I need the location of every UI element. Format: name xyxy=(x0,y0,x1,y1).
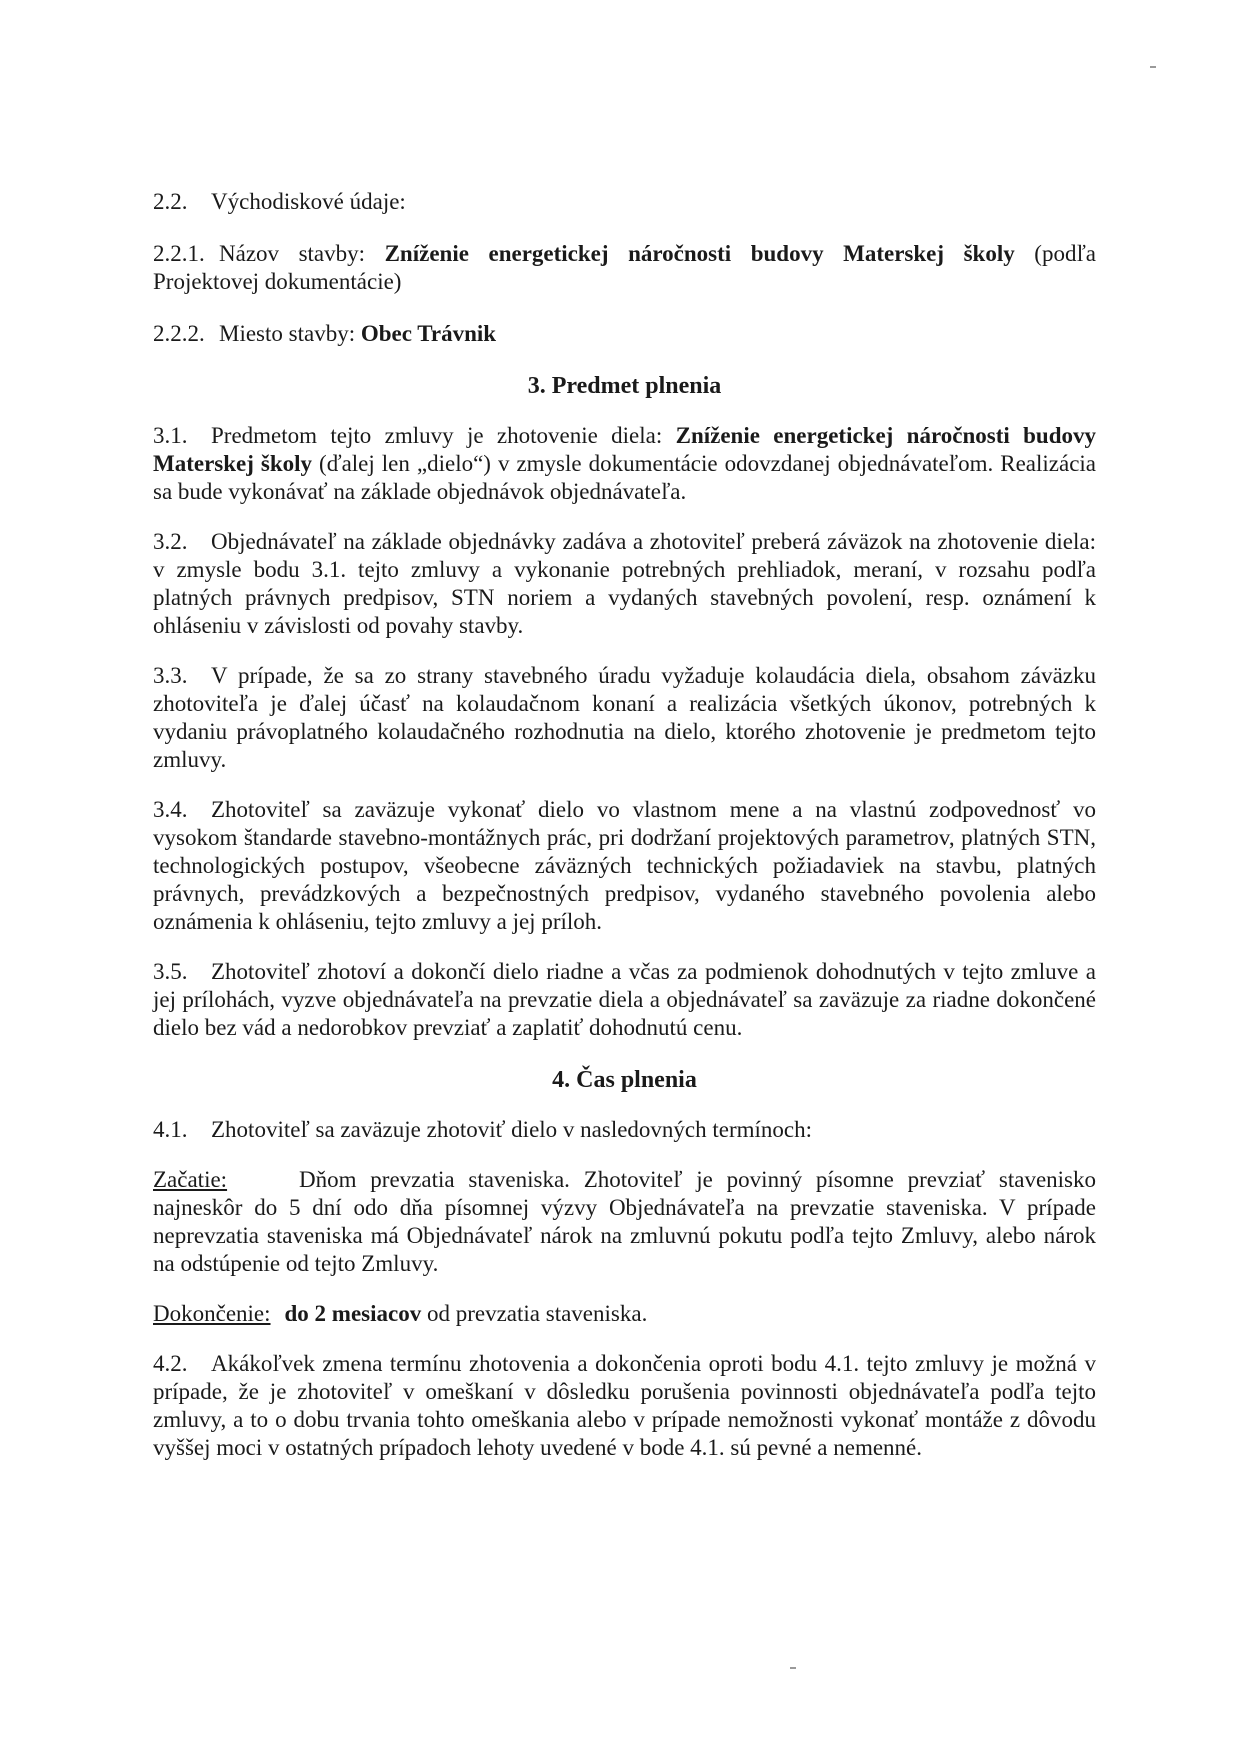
clause-prefix: Miesto stavby: xyxy=(219,321,361,346)
clause-2-2-1 xyxy=(153,240,1096,296)
building-location: Obec Trávnik xyxy=(360,321,497,346)
clause-number: 3.3. xyxy=(153,663,188,688)
clause-number: 2.2.2. xyxy=(153,321,205,346)
start-text: Dňom prevzatia staveniska. Zhotoviteľ je povinný písomne prevziať stavenisko najneskôr do 5 dní odo dňa písomnej výzvy Objednávateľa na prevzatie staveniska. V prípade neprevzatia staveniska má Objednávateľ nárok na zmluvnú pokutu podľa tejto Zmluvy, alebo nárok na odstúpenie od tejto Zmluvy. xyxy=(153,1167,1096,1276)
finish-duration: do 2 mesiacov xyxy=(284,1301,422,1326)
building-name: Zníženie energetickej náročnosti budovy Materskej školy xyxy=(384,241,1015,266)
clause-3-2 xyxy=(153,528,1096,640)
work-name: Zníženie energetickej náročnosti budovy Materskej školy xyxy=(153,423,1096,476)
scan-mark-top-right xyxy=(1150,66,1156,68)
clause-suffix: (ďalej len „dielo“) v zmysle dokumentácie odovzdanej objednávateľom. Realizácia sa bude vykonávať na základe objednávok objednávateľa. xyxy=(153,451,1097,504)
clause-4-2 xyxy=(153,1350,1096,1462)
clause-text: Zhotoviteľ zhotoví a dokončí dielo riadne a včas za podmienok dohodnutých v tejto zmluve a jej prílohách, vyzve objednávateľa na prevzatie diela a objednávateľ sa zaväzuje za riadne dokončené dielo bez vád a nedorobkov prevziať a zaplatiť dohodnutú cenu. xyxy=(153,959,1096,1040)
finish-label: Dokončenie: xyxy=(153,1301,271,1326)
clause-text: Zhotoviteľ sa zaväzuje vykonať dielo vo vlastnom mene a na vlastnú zodpovednosť vo vysokom štandarde stavebno-montážnych prác, pri dodržaní projektových parametrov, platných STN, technologických postupov, všeobecne záväzných technických požiadaviek na stavbu, platných právnych, prevádzkových a bezpečnostných predpisov, vydaného stavebného povolenia alebo oznámenia k ohláseniu, tejto zmluvy a jej príloh. xyxy=(153,797,1096,934)
start-term xyxy=(153,1166,1096,1278)
clause-text: Objednávateľ na základe objednávky zadáva a zhotoviteľ preberá záväzok na zhotovenie diela: v zmysle bodu 3.1. tejto zmluvy a vykonanie potrebných prehliadok, meraní, v rozsahu podľa platných právnych predpisov, STN noriem a vydaných stavebných povolení, resp. oznámení k ohláseniu v závislosti od povahy stavby. xyxy=(153,529,1096,638)
clause-2-2-2 xyxy=(153,320,1096,348)
clause-suffix: (podľa Projektovej dokumentácie) xyxy=(153,241,1097,294)
clause-prefix: Názov stavby: xyxy=(219,241,385,266)
clause-number: 4.2. xyxy=(153,1351,188,1376)
section-heading-3: 3. Predmet plnenia xyxy=(527,373,722,399)
clause-number: 3.1. xyxy=(153,423,188,448)
finish-text: od prevzatia staveniska. xyxy=(421,1301,648,1326)
clause-number: 4.1. xyxy=(153,1117,188,1142)
clause-2-2 xyxy=(153,188,1096,216)
clause-number: 3.4. xyxy=(153,797,188,822)
clause-text: Akákoľvek zmena termínu zhotovenia a dokončenia oproti bodu 4.1. tejto zmluvy je možná v prípade, že je zhotoviteľ v omeškaní v dôsledku porušenia povinnosti objednávateľa podľa tejto zmluvy, a to o dobu trvania tohto omeškania alebo v prípade nemožnosti vykonať montáže z dôvodu vyššej moci v ostatných prípadoch lehoty uvedené v bode 4.1. sú pevné a nemenné. xyxy=(153,1351,1096,1460)
clause-text: Východiskové údaje: xyxy=(211,189,406,214)
document-body xyxy=(153,188,1096,1462)
clause-number: 3.2. xyxy=(153,529,188,554)
start-label: Začatie: xyxy=(153,1167,228,1192)
clause-text: Zhotoviteľ sa zaväzuje zhotoviť dielo v nasledovných termínoch: xyxy=(211,1117,813,1142)
clause-3-4 xyxy=(153,796,1096,936)
scan-mark-bottom xyxy=(790,1667,796,1669)
section-heading-4: 4. Čas plnenia xyxy=(552,1067,697,1093)
clause-number: 3.5. xyxy=(153,959,188,984)
clause-4-1 xyxy=(153,1116,1096,1144)
finish-term xyxy=(153,1300,1096,1328)
clause-number: 2.2.1. xyxy=(153,241,205,266)
clause-text: V prípade, že sa zo strany stavebného úradu vyžaduje kolaudácia diela, obsahom záväzku zhotoviteľa je ďalej účasť na kolaudačnom konaní a realizácia všetkých úkonov, potrebných k vydaniu právoplatného kolaudačného rozhodnutia na dielo, ktorého zhotovenie je predmetom tejto zmluvy. xyxy=(153,663,1096,772)
clause-3-3 xyxy=(153,662,1096,774)
clause-prefix: Predmetom tejto zmluvy je zhotovenie diela: xyxy=(211,423,676,448)
clause-3-5 xyxy=(153,958,1096,1042)
clause-3-1 xyxy=(153,422,1096,506)
clause-number: 2.2. xyxy=(153,189,188,214)
